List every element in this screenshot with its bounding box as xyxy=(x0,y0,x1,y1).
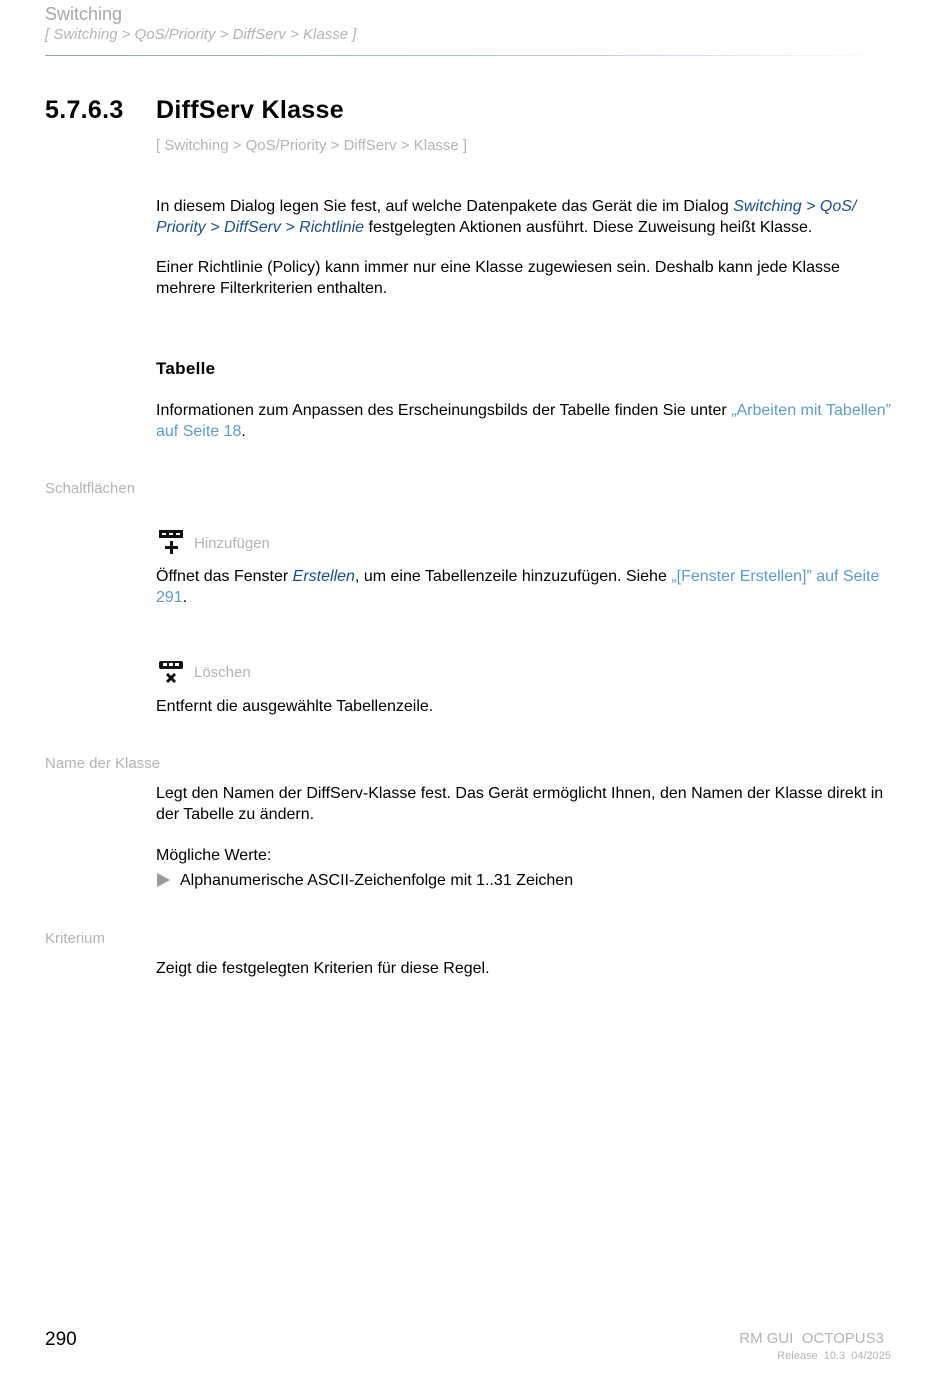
section-number: 5.7.6.3 xyxy=(45,96,124,124)
name-description: Legt den Namen der DiffServ-Klasse fest. Das Gerät ermöglicht Ihnen, den Namen der Klasse direkt in der Tabelle zu ändern. xyxy=(156,785,884,823)
running-header-breadcrumb: [ Switching > QoS/Priority > DiffServ > Klasse ] xyxy=(45,26,357,43)
intro-paragraph-2: Einer Richtlinie (Policy) kann immer nur eine Klasse zugewiesen sein. Deshalb kann jede Klasse mehrere Filterkriterien enthalten. xyxy=(156,259,840,297)
possible-values-heading: Mögliche Werte: xyxy=(156,847,272,864)
delete-button-label: Löschen xyxy=(194,664,251,681)
delete-button-description: Entfernt die ausgewählte Tabellenzeile. xyxy=(156,698,434,715)
create-window-name: Erstellen xyxy=(292,568,355,585)
bullet-arrow-icon xyxy=(157,873,170,887)
criterion-description: Zeigt die festgelegten Kriterien für diese Regel. xyxy=(156,960,490,977)
delete-row-icon[interactable] xyxy=(158,659,184,685)
buttons-side-label: Schaltflächen xyxy=(45,480,136,497)
possible-value-item: Alphanumerische ASCII-Zeichenfolge mit 1..31 Zeichen xyxy=(180,872,574,889)
criterion-side-label: Kriterium xyxy=(45,930,106,947)
document-name: RM GUI OCTOPUS3 xyxy=(739,1330,884,1347)
table-heading: Tabelle xyxy=(156,359,216,378)
table-info-paragraph: Informationen zum Anpassen des Erscheinungsbilds der Tabelle finden Sie unter „Arbeiten mit Tabellen” auf Seite 18. xyxy=(156,402,891,440)
table-help-link[interactable]: „Arbeiten mit Tabellen” auf Seite 18 xyxy=(156,402,891,440)
intro-paragraph-1: In diesem Dialog legen Sie fest, auf welche Datenpakete das Gerät die im Dialog Switching > QoS/ Priority > DiffServ > Richtlinie festgelegten Aktionen ausführt. Diese Zuweisung heißt Klasse. xyxy=(156,198,857,236)
header-divider xyxy=(45,55,885,56)
add-button-label: Hinzufügen xyxy=(194,535,270,552)
add-row-icon[interactable] xyxy=(158,529,184,555)
release-info: Release 10.3 04/2025 xyxy=(777,1350,891,1362)
section-breadcrumb: [ Switching > QoS/Priority > DiffServ > Klasse ] xyxy=(156,137,468,154)
add-button-description: Öffnet das Fenster Erstellen, um eine Tabellenzeile hinzuzufügen. Siehe „[Fenster Erstellen]” auf Seite 291. xyxy=(156,568,880,606)
running-header-title: Switching xyxy=(45,4,123,24)
create-window-link[interactable]: „[Fenster Erstellen]” auf Seite 291 xyxy=(156,568,880,606)
section-title: DiffServ Klasse xyxy=(156,96,344,124)
dialog-path-link[interactable]: Switching > QoS/ Priority > DiffServ > Richtlinie xyxy=(156,198,857,236)
name-side-label: Name der Klasse xyxy=(45,755,161,772)
page-number: 290 xyxy=(45,1329,77,1350)
